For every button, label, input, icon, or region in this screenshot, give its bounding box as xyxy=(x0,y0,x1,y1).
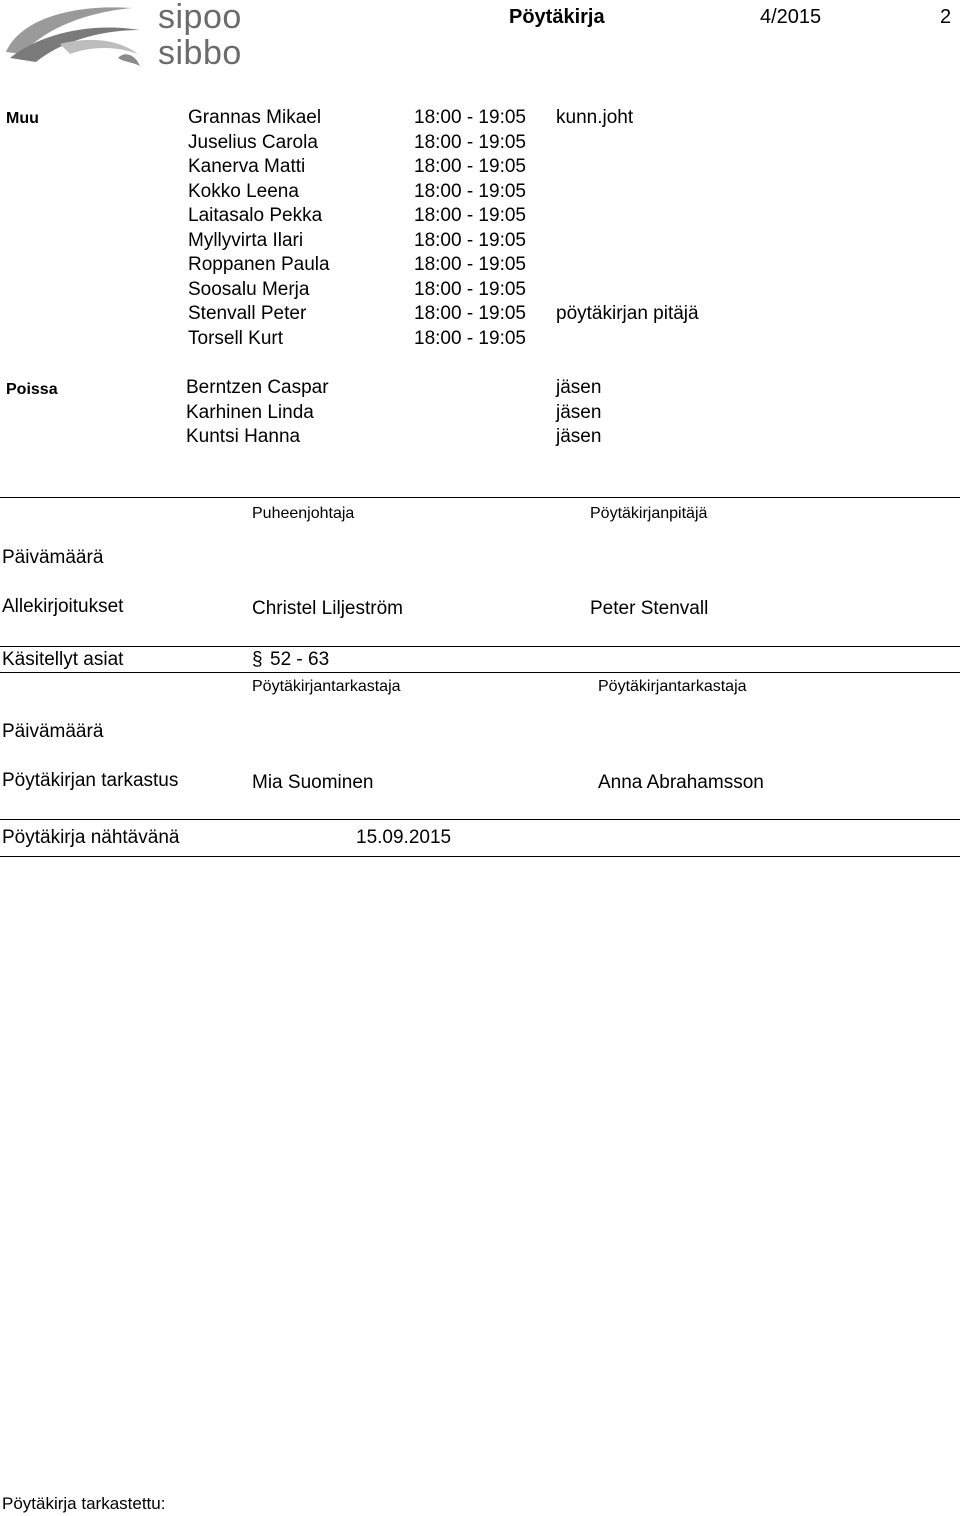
document-title: Pöytäkirja xyxy=(509,6,605,28)
checker1-name: Mia Suominen xyxy=(252,772,374,793)
muu-time: 18:00 - 19:05 xyxy=(414,132,526,153)
muu-time: 18:00 - 19:05 xyxy=(414,205,526,226)
muu-time: 18:00 - 19:05 xyxy=(414,328,526,349)
handled-range: 52 - 63 xyxy=(270,649,330,670)
muu-name: Grannas Mikael xyxy=(188,107,322,128)
muu-time: 18:00 - 19:05 xyxy=(414,156,526,177)
poissa-name: Kuntsi Hanna xyxy=(186,426,301,447)
muu-name: Juselius Carola xyxy=(188,132,318,153)
muu-name: Laitasalo Pekka xyxy=(188,205,323,226)
poissa-name: Berntzen Caspar xyxy=(186,377,329,398)
sipoo-sibbo-logo xyxy=(0,0,260,80)
signatures-label: Allekirjoitukset xyxy=(2,596,124,617)
review-label: Pöytäkirjan tarkastus xyxy=(2,770,179,791)
muu-time: 18:00 - 19:05 xyxy=(414,107,526,128)
logo-text-sipoo: sipoo xyxy=(158,0,242,36)
divider xyxy=(0,646,960,647)
checker2-heading: Pöytäkirjantarkastaja xyxy=(598,678,747,695)
poissa-name: Karhinen Linda xyxy=(186,402,314,423)
checked-label: Pöytäkirja tarkastettu: xyxy=(2,1494,166,1513)
document-number: 4/2015 xyxy=(760,6,822,28)
poissa-role: jäsen xyxy=(556,426,602,447)
divider xyxy=(0,497,960,498)
secretary-name: Peter Stenvall xyxy=(590,598,709,619)
poissa-role: jäsen xyxy=(556,402,602,423)
muu-name: Kanerva Matti xyxy=(188,156,306,177)
muu-role: kunn.joht xyxy=(556,107,634,128)
muu-role: pöytäkirjan pitäjä xyxy=(556,303,699,324)
review-date-label: Päivämäärä xyxy=(2,721,104,742)
muu-time: 18:00 - 19:05 xyxy=(414,279,526,300)
display-date: 15.09.2015 xyxy=(356,827,452,848)
divider xyxy=(0,819,960,820)
logo-swoosh-icon xyxy=(0,0,150,75)
muu-time: 18:00 - 19:05 xyxy=(414,254,526,275)
divider xyxy=(0,672,960,673)
poissa-role: jäsen xyxy=(556,377,602,398)
muu-name: Roppanen Paula xyxy=(188,254,330,275)
muu-name: Torsell Kurt xyxy=(188,328,284,349)
divider xyxy=(0,856,960,857)
handled-label: Käsitellyt asiat xyxy=(2,649,124,670)
muu-time: 18:00 - 19:05 xyxy=(414,230,526,251)
muu-time: 18:00 - 19:05 xyxy=(414,181,526,202)
poissa-label: Poissa xyxy=(6,381,58,398)
muu-label: Muu xyxy=(6,110,39,127)
chair-name: Christel Liljeström xyxy=(252,598,403,619)
secretary-heading: Pöytäkirjanpitäjä xyxy=(590,505,708,522)
muu-time: 18:00 - 19:05 xyxy=(414,303,526,324)
muu-name: Myllyvirta Ilari xyxy=(188,230,304,251)
muu-name: Stenvall Peter xyxy=(188,303,307,324)
muu-name: Kokko Leena xyxy=(188,181,299,202)
section-symbol: § xyxy=(252,649,263,670)
signature-date-label: Päivämäärä xyxy=(2,547,104,568)
display-label: Pöytäkirja nähtävänä xyxy=(2,827,180,848)
logo-text-sibbo: sibbo xyxy=(158,34,242,72)
chair-heading: Puheenjohtaja xyxy=(252,505,355,522)
checker2-name: Anna Abrahamsson xyxy=(598,772,764,793)
muu-name: Soosalu Merja xyxy=(188,279,310,300)
checker1-heading: Pöytäkirjantarkastaja xyxy=(252,678,401,695)
page-number: 2 xyxy=(940,6,952,28)
